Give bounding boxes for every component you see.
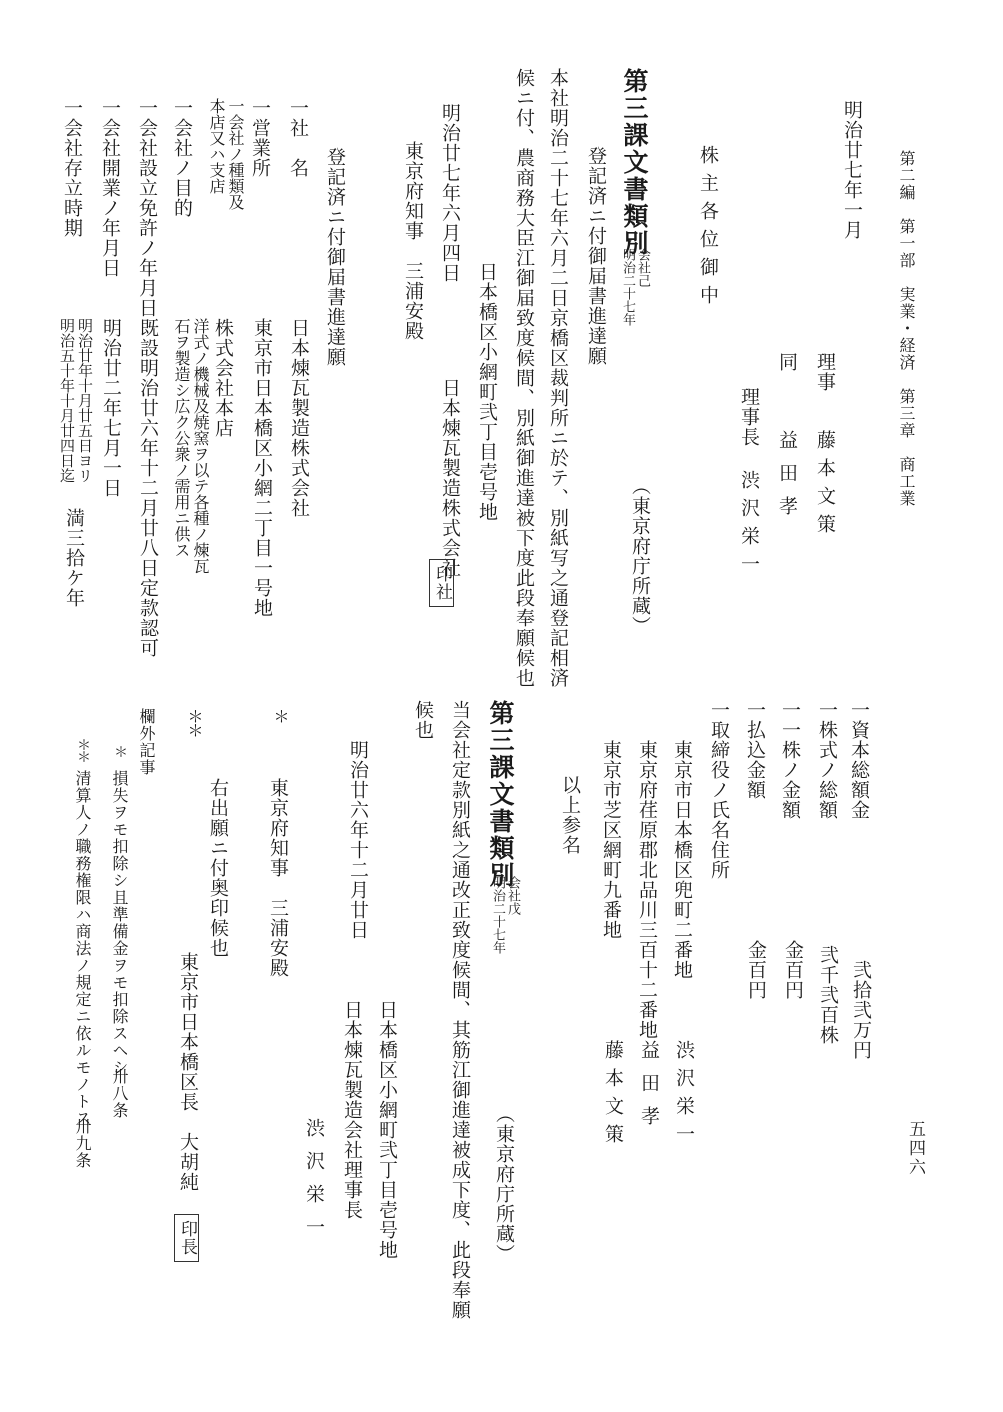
director-name-1: 渋沢栄一 [673,1040,695,1152]
doc1-source: （東京府庁所蔵） [629,476,651,636]
page-number: 五四六 [905,1120,925,1177]
date-jan: 明治廿七年一月 [841,100,863,240]
company-seal: 印社 [429,559,454,607]
item-label-office: 一営業所 [249,98,271,178]
doc2-subject: 登記済ニ付御届書進達願 [324,147,346,367]
margin-note-2-mark: ＊＊ [75,738,91,762]
margin-notes-heading: 欄外記事 [137,708,156,776]
doc3-recipient: 東京府知事 三浦安殿 [267,778,289,978]
shares-value: 弐千弐百株 [817,945,839,1045]
doc3-body-line-1: 当会社定款別紙之通改正致度候間、其筋江御進達被成下度、此段奉願 [449,700,471,1320]
annotation-marker-1: ＊ [271,708,290,725]
item-value-term: 明治廿年十月廿五日ヨリ 明治五十年十月廿四日迄 [58,318,94,483]
item-value-name: 日本煉瓦製造株式会社 [288,318,310,518]
director-name-3: 藤本文策 [602,1040,624,1152]
officer-role-2: 同 [776,352,798,372]
closing-count: 以上参名 [559,775,581,855]
doc1-sender-company: 日本煉瓦製造株式会社 [439,378,461,578]
item-value-purpose: 洋式ノ機械及焼窯ヲ以テ各種ノ煉瓦 石ヲ製造シ広ク公衆ノ需用ニ供ス [172,318,210,574]
share-price-label: 一一株ノ金額 [779,700,801,820]
approver: 東京市日本橋区長 大胡純 [177,952,199,1192]
doc3-sender-name: 渋沢栄一 [303,1118,325,1250]
item-label-opening: 一会社開業ノ年月日 [99,98,121,278]
shares-label: 一株式ノ総額 [816,700,838,820]
doc1-sender-address: 日本橋区小網町弐丁目壱号地 [476,262,498,522]
running-title: 第二編 第一部 実業・経済 第三章 商工業 [897,150,916,507]
annotation-marker-2: ＊＊ [185,708,204,736]
officer-name-2: 益田孝 [776,430,798,529]
doc1-heading: 第三課文書類別 [620,68,649,257]
item-label-type: 一会社ノ種類及 本店又ハ支店 [207,98,245,210]
item-label-name: 一社 名 [287,98,309,178]
item-value-office: 東京市日本橋区小網二丁目一号地 [251,318,273,618]
director-address-1: 東京市日本橋区兜町二番地 [671,740,693,980]
margin-note-1-text: 損失ヲモ扣除シ且準備金ヲモ扣除スヘシ [110,770,129,1076]
doc1-subject: 登記済ニ付御届書進達願 [585,146,607,366]
doc1-category: 会社己 明治二十七年 [620,248,650,326]
margin-note-2-text: 清算人ノ職務権限ハ商法ノ規定ニ依ルモノトス [73,770,92,1127]
doc3-source: （東京府庁所蔵） [493,1104,515,1264]
addressee: 株主各位御中 [697,145,719,313]
margin-note-1-ref: 卅八条 [110,1068,129,1119]
capital-value: 弐拾弐万円 [850,960,872,1060]
margin-note-1-mark: ＊ [112,745,128,759]
approval-text: 右出願ニ付奥印候也 [207,778,229,958]
paid-label: 一払込金額 [744,700,766,800]
ward-chief-seal: 印長 [174,1214,199,1262]
item-value-type: 株式会社本店 [212,318,234,438]
doc3-heading: 第三課文書類別 [486,700,515,889]
doc3-date: 明治廿六年十二月廿日 [347,740,369,940]
doc1-recipient: 東京府知事 三浦安殿 [402,141,424,341]
director-address-2: 東京府荏原郡北品川三百十二番地 [636,740,658,1040]
item-value-opening: 明治廿二年七月一日 [100,318,122,498]
item-label-term: 一会社存立時期 [61,98,83,238]
paid-value: 金百円 [745,940,767,1000]
share-price-value: 金百円 [782,940,804,1000]
officer-name-1: 藤本文策 [814,430,836,542]
doc3-category: 会社戊 明治二十七年 [490,876,520,954]
item-label-purpose: 一会社ノ目的 [171,98,193,218]
doc1-body-line-2: 候ニ付、農商務大臣江御届致度候間、別紙御進達被下度此段奉願候也 [513,68,535,688]
officer-role-3: 理事長 [738,387,760,447]
director-name-2: 益田孝 [638,1040,660,1139]
director-address-3: 東京市芝区網町九番地 [600,740,622,940]
officer-name-3: 渋沢栄一 [738,470,760,582]
doc3-sender-address: 日本橋区小網町弐丁目壱号地 [376,1000,398,1260]
capital-label: 一資本総額金 [848,700,870,820]
officer-role-1: 理事 [814,352,836,392]
doc1-date: 明治廿七年六月四日 [439,103,461,283]
doc1-body-line-1: 本社明治二十七年六月二日京橋区裁判所ニ於テ、別紙写之通登記相済 [547,68,569,688]
doc3-sender-company: 日本煉瓦製造会社理事長 [341,1000,363,1220]
doc3-body-line-2: 候也 [412,700,434,740]
margin-note-2-ref: 卅九条 [73,1118,92,1169]
item-value-permit: 既設明治廿六年十二月廿八日定款認可 [137,318,159,658]
item-label-permit: 一会社設立免許ノ年月日 [136,98,158,318]
directors-heading: 一取締役ノ氏名住所 [708,700,730,880]
item-value-term-suffix: 満三拾ケ年 [63,508,85,608]
